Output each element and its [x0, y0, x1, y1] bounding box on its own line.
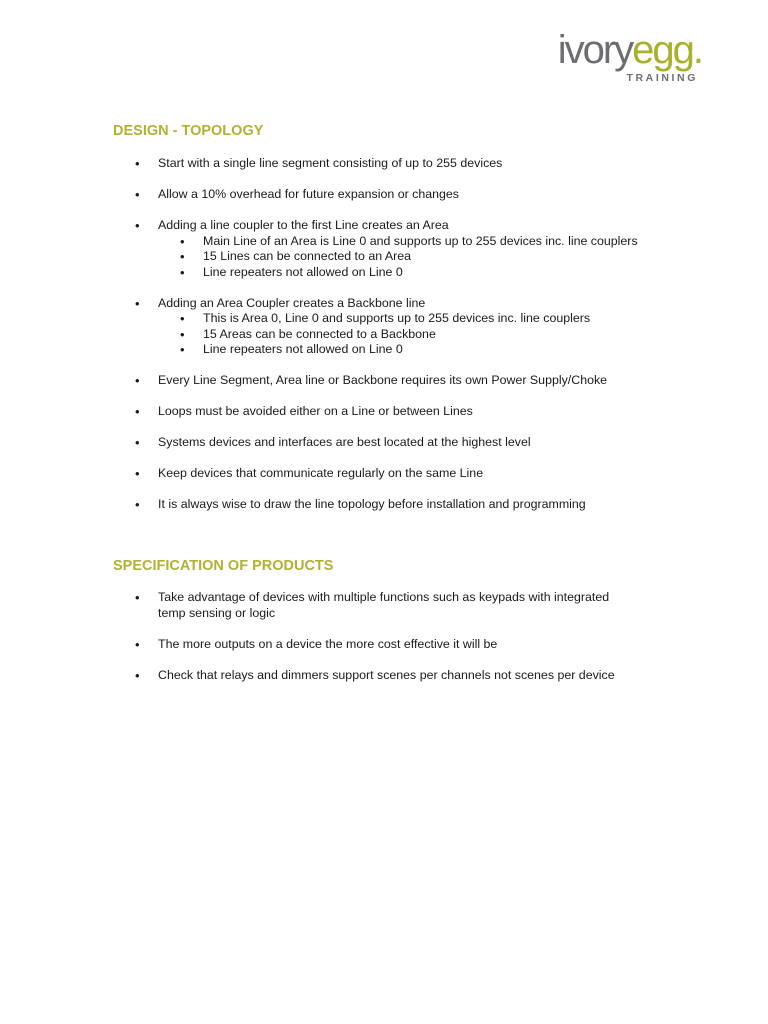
- list-item: • Take advantage of devices with multiple functions such as keypads with integrated temp sensing or logic: [113, 590, 693, 621]
- logo-ivory: ivory: [557, 28, 633, 72]
- sub-list-item: • 15 Lines can be connected to an Area: [158, 249, 693, 265]
- design-topology-title: DESIGN - TOPOLOGY: [113, 123, 264, 139]
- sub-list-item: • This is Area 0, Line 0 and supports up to 255 devices inc. line couplers: [158, 311, 693, 327]
- list-item: • Start with a single line segment consisting of up to 255 devices: [113, 156, 693, 172]
- list-item: [113, 218, 693, 280]
- specification-list: [113, 590, 693, 683]
- list-item: • It is always wise to draw the line topology before installation and programming: [113, 497, 693, 513]
- sub-list-item: • Line repeaters not allowed on Line 0: [158, 342, 693, 358]
- specification-title: SPECIFICATION OF PRODUCTS: [113, 558, 334, 574]
- design-topology-section: [113, 122, 693, 513]
- list-item: • Systems devices and interfaces are best located at the highest level: [113, 435, 693, 451]
- design-topology-list: [113, 156, 693, 513]
- sub-list-item: • Main Line of an Area is Line 0 and supports up to 255 devices inc. line couplers: [158, 234, 693, 250]
- list-item: • Every Line Segment, Area line or Backbone requires its own Power Supply/Choke: [113, 373, 693, 389]
- list-item: • Check that relays and dimmers support scenes per channels not scenes per device: [113, 668, 693, 684]
- list-item: • Keep devices that communicate regularly on the same Line: [113, 466, 693, 482]
- sub-list-item: • Line repeaters not allowed on Line 0: [158, 265, 693, 281]
- list-item-text: Adding an Area Coupler creates a Backbone line: [158, 295, 426, 310]
- list-item: • The more outputs on a device the more cost effective it will be: [113, 637, 693, 653]
- list-item-text: Adding a line coupler to the first Line creates an Area: [158, 218, 449, 232]
- list-item: • Allow a 10% overhead for future expansion or changes: [113, 187, 693, 203]
- area-sublist: [158, 234, 693, 281]
- specification-section: [113, 557, 693, 683]
- logo-training: TRAINING: [626, 72, 698, 84]
- logo-egg: egg.: [632, 28, 702, 72]
- ivoryegg-logo: [546, 26, 716, 90]
- sub-list-item: • 15 Areas can be connected to a Backbone: [158, 327, 693, 343]
- logo-wordmark: [558, 26, 702, 74]
- backbone-sublist: [158, 311, 693, 358]
- list-item: [113, 296, 693, 358]
- list-item: • Loops must be avoided either on a Line or between Lines: [113, 404, 693, 420]
